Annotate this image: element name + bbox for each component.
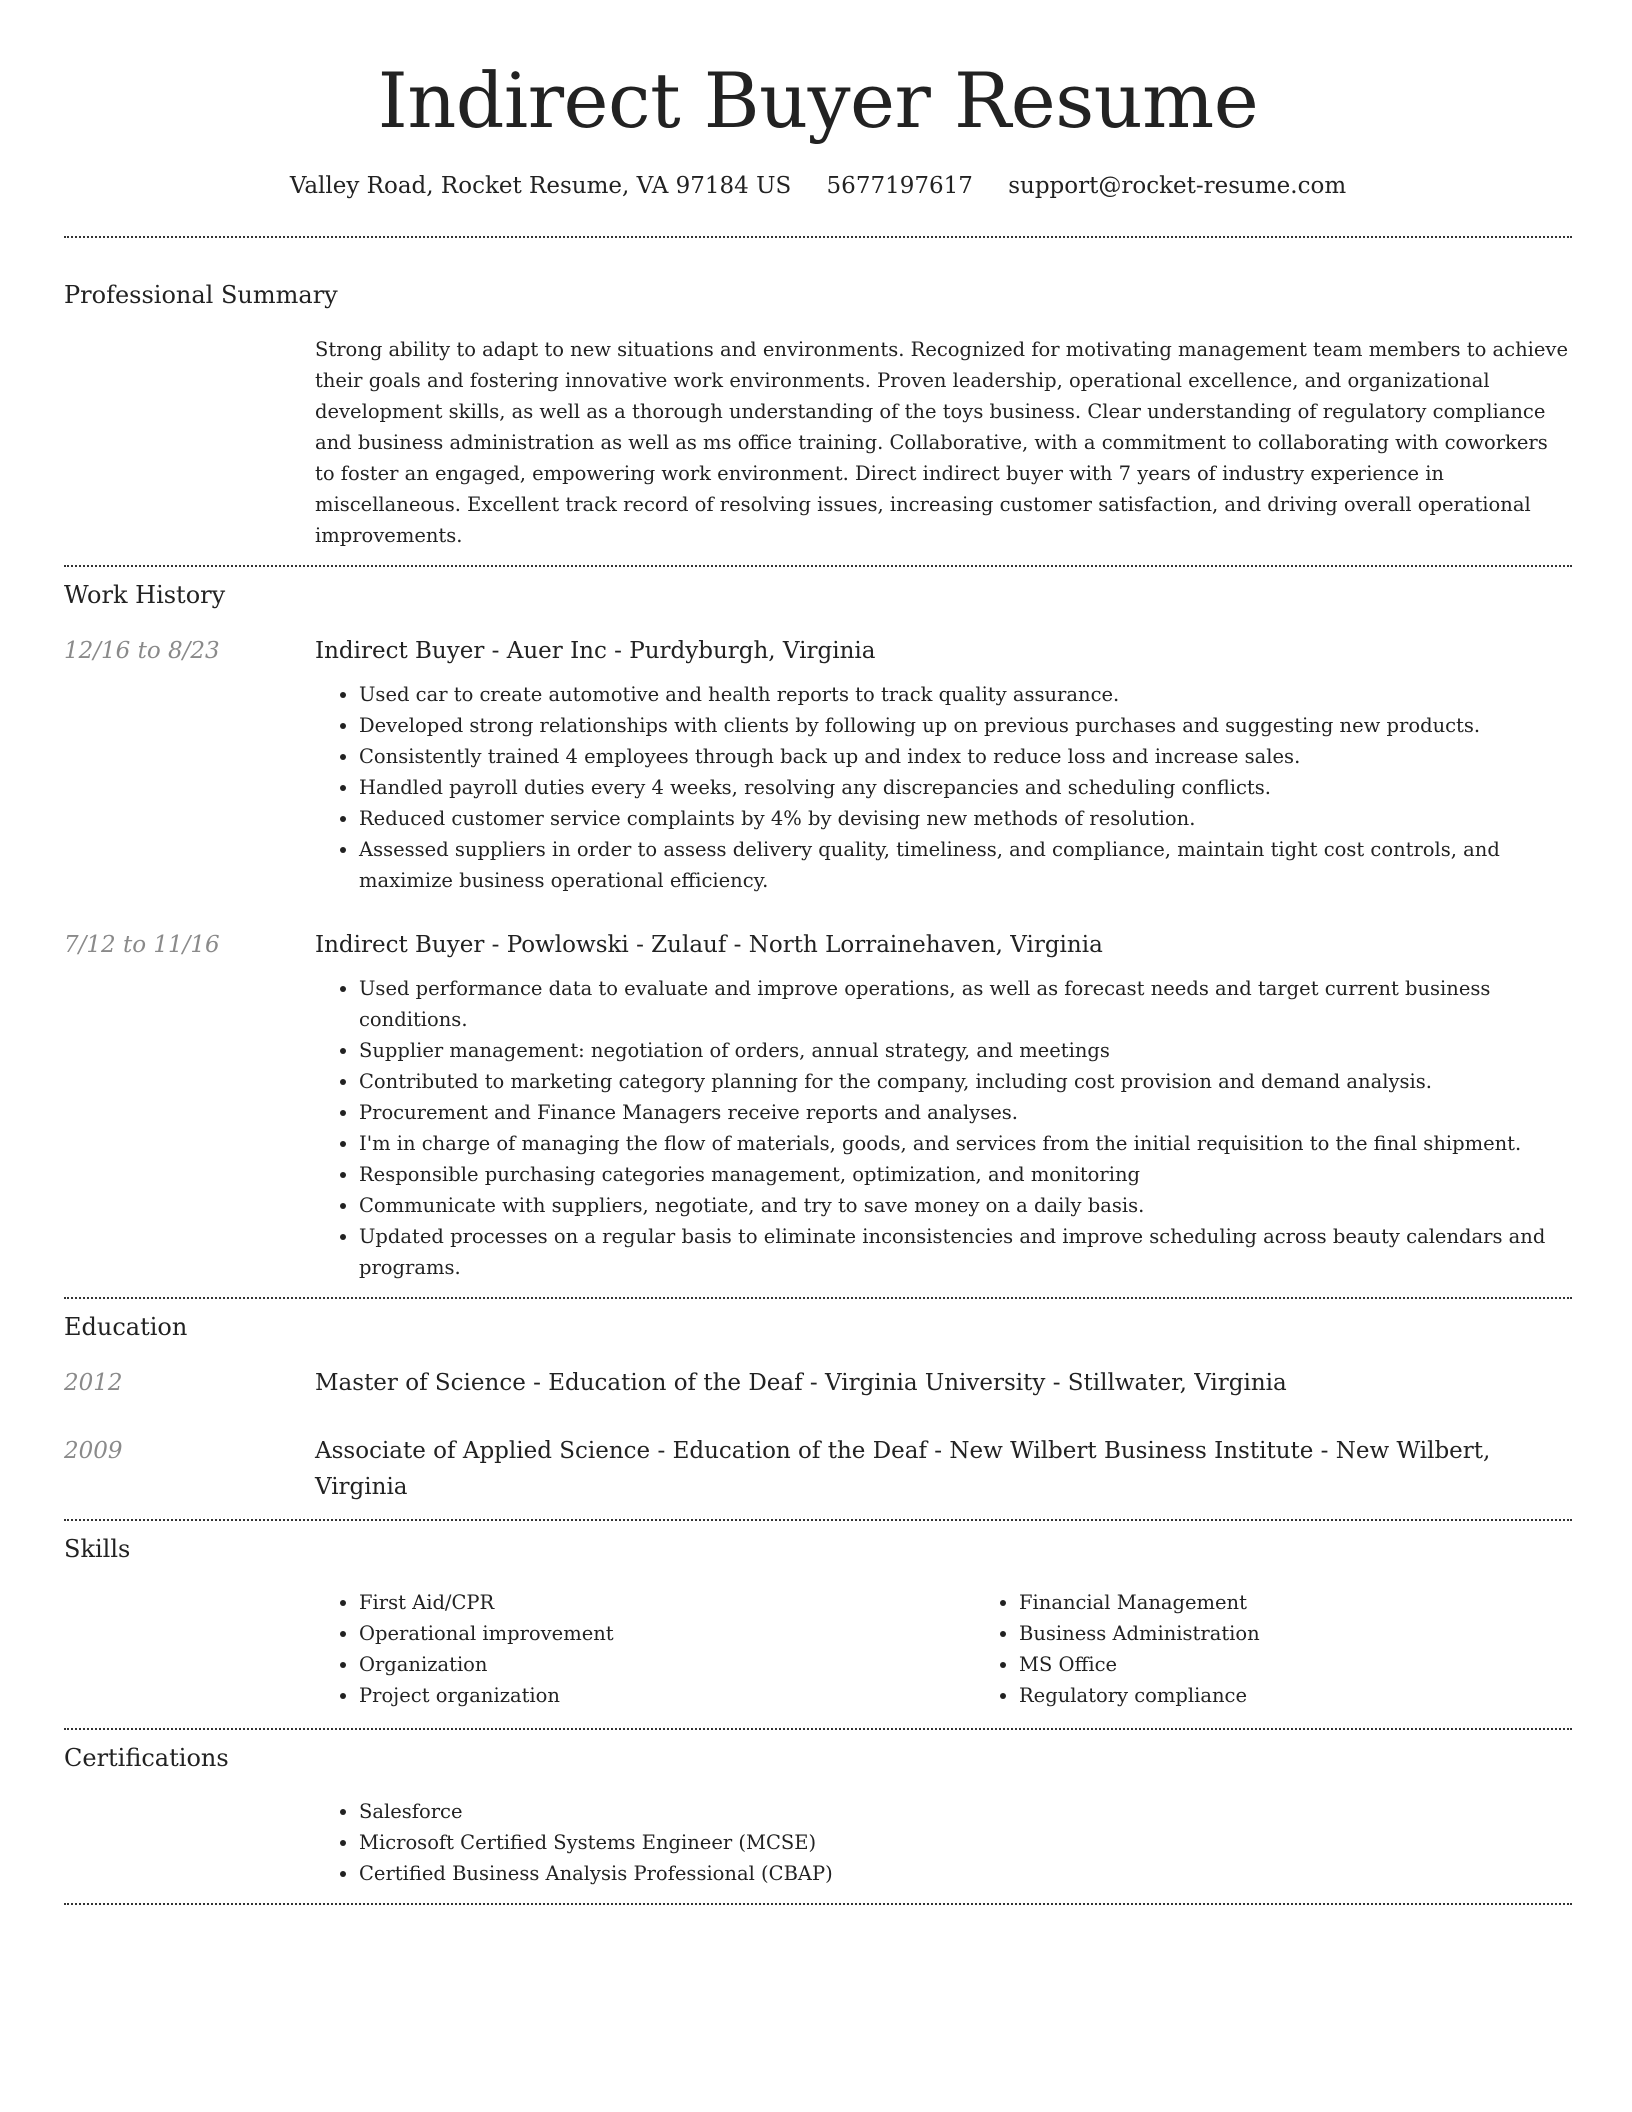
list-item: • Consistently trained 4 employees through back up and index to reduce loss and increase sales. [359, 741, 1572, 772]
job-entry [64, 927, 1572, 1283]
section-heading-work: Work History [64, 581, 226, 609]
list-item: • Business Administration [1019, 1618, 1632, 1649]
summary-body [315, 334, 1572, 551]
job-bullets [315, 679, 1572, 896]
divider [64, 236, 1572, 238]
skills-list-right [975, 1587, 1632, 1711]
job-dates: 7/12 to 11/16 [64, 932, 220, 958]
contact-address: Valley Road, Rocket Resume, VA 97184 US [289, 173, 792, 199]
section-heading-education: Education [64, 1313, 188, 1341]
divider [64, 1903, 1572, 1905]
education-entry [64, 1433, 1572, 1505]
job-title: Indirect Buyer - Powlowski - Zulauf - North Lorrainehaven, Virginia [315, 932, 1103, 958]
work-section [64, 579, 1572, 1283]
list-item: • Used performance data to evaluate and improve operations, as well as forecast needs and target current business conditions. [359, 973, 1572, 1035]
summary-section [64, 279, 1572, 551]
contact-line [64, 170, 1572, 202]
list-item: • First Aid/CPR [359, 1587, 975, 1618]
job-bullets [315, 973, 1572, 1283]
summary-text: Strong ability to adapt to new situations and environments. Recognized for motivating management team members to achieve their goals and fostering innovative work environments. Proven leadership, operational excellence, and organizational development skills, as well as a thorough understanding of the toys business. Clear understanding of regulatory compliance and business administration as well as ms office training. Collaborative, with a commitment to collaborating with coworkers to foster an engaged, empowering work environment. Direct indirect buyer with 7 years of industry experience in miscellaneous. Excellent track record of resolving issues, increasing customer satisfaction, and driving overall operational improvements. [315, 338, 1568, 547]
skills-list-left [315, 1587, 975, 1711]
education-degree: Associate of Applied Science - Education of the Deaf - New Wilbert Business Institute - New Wilbert, Virginia [315, 1438, 1491, 1500]
list-item: • Handled payroll duties every 4 weeks, resolving any discrepancies and scheduling conflicts. [359, 772, 1572, 803]
list-item: • Certified Business Analysis Professional (CBAP) [359, 1858, 1572, 1889]
contact-phone: 5677197617 [826, 173, 973, 199]
job-title: Indirect Buyer - Auer Inc - Purdyburgh, Virginia [315, 638, 876, 664]
list-item: • Responsible purchasing categories management, optimization, and monitoring [359, 1159, 1572, 1190]
resume-page [64, 0, 1572, 1905]
list-item: • Reduced customer service complaints by 4% by devising new methods of resolution. [359, 803, 1572, 834]
list-item: • Microsoft Certified Systems Engineer (MCSE) [359, 1827, 1572, 1858]
list-item: • Financial Management [1019, 1587, 1632, 1618]
list-item: • MS Office [1019, 1649, 1632, 1680]
education-year: 2009 [64, 1438, 123, 1464]
education-section [64, 1311, 1572, 1505]
divider [64, 1728, 1572, 1730]
list-item: • Developed strong relationships with clients by following up on previous purchases and suggesting new products. [359, 710, 1572, 741]
certifications-list [315, 1796, 1572, 1889]
section-heading-skills: Skills [64, 1535, 131, 1563]
divider [64, 1519, 1572, 1521]
list-item: • Organization [359, 1649, 975, 1680]
resume-title: Indirect Buyer Resume [377, 56, 1259, 145]
skills-grid [315, 1587, 1572, 1711]
section-heading-certifications: Certifications [64, 1744, 229, 1772]
certifications-body [315, 1796, 1572, 1889]
list-item: • Project organization [359, 1680, 975, 1711]
job-dates: 12/16 to 8/23 [64, 638, 220, 664]
list-item: • Used car to create automotive and health reports to track quality assurance. [359, 679, 1572, 710]
list-item: • Updated processes on a regular basis to eliminate inconsistencies and improve scheduling across beauty calendars and programs. [359, 1221, 1572, 1283]
certifications-section [64, 1742, 1572, 1889]
list-item: • Contributed to marketing category planning for the company, including cost provision and demand analysis. [359, 1066, 1572, 1097]
list-item: • Salesforce [359, 1796, 1572, 1827]
job-entry [64, 633, 1572, 896]
education-degree: Master of Science - Education of the Deaf - Virginia University - Stillwater, Virginia [315, 1370, 1287, 1396]
contact-email: support@rocket-resume.com [1008, 173, 1347, 199]
list-item: • Procurement and Finance Managers receive reports and analyses. [359, 1097, 1572, 1128]
divider [64, 565, 1572, 567]
divider [64, 1297, 1572, 1299]
list-item: • Regulatory compliance [1019, 1680, 1632, 1711]
list-item: • Assessed suppliers in order to assess delivery quality, timeliness, and compliance, maintain tight cost controls, and maximize business operational efficiency. [359, 834, 1572, 896]
skills-section [64, 1533, 1572, 1711]
list-item: • I'm in charge of managing the flow of materials, goods, and services from the initial requisition to the final shipment. [359, 1128, 1572, 1159]
list-item: • Communicate with suppliers, negotiate, and try to save money on a daily basis. [359, 1190, 1572, 1221]
list-item: • Supplier management: negotiation of orders, annual strategy, and meetings [359, 1035, 1572, 1066]
education-entry [64, 1365, 1572, 1401]
section-heading-summary: Professional Summary [64, 281, 338, 309]
education-year: 2012 [64, 1370, 123, 1396]
list-item: • Operational improvement [359, 1618, 975, 1649]
